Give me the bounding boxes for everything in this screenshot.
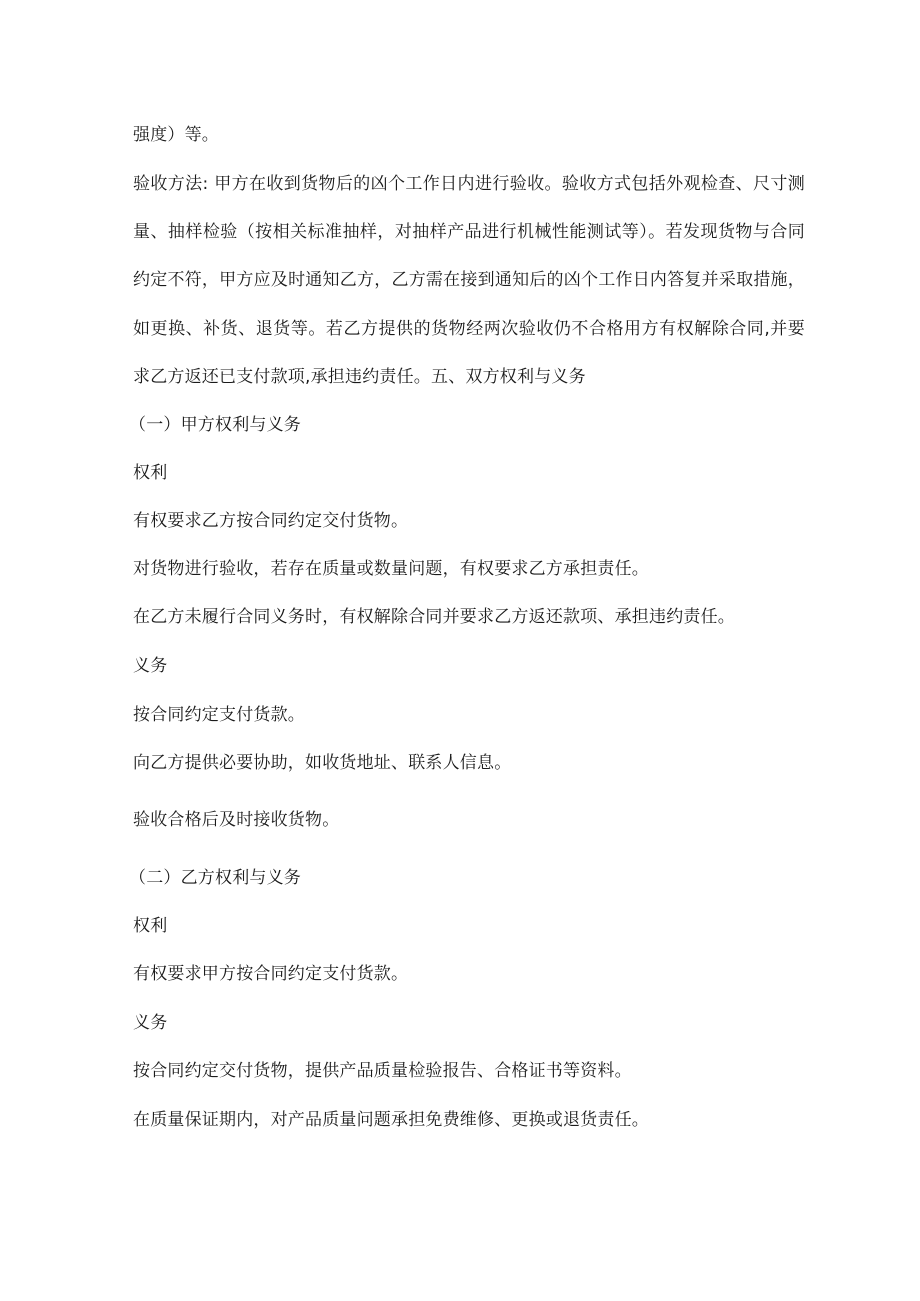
paragraph-line: 按合同约定交付货物，提供产品质量检验报告、合格证书等资料。 bbox=[133, 1061, 632, 1081]
paragraph-line: 对货物进行验收，若存在质量或数量问题，有权要求乙方承担责任。 bbox=[133, 559, 649, 579]
subsection-heading: 义务 bbox=[133, 656, 168, 676]
paragraph-line: 有权要求乙方按合同约定交付货物。 bbox=[133, 511, 409, 531]
paragraph-line: 向乙方提供必要协助，如收货地址、联系人信息。 bbox=[133, 753, 512, 773]
section-heading: （一）甲方权利与义务 bbox=[129, 415, 301, 435]
paragraph-line: 量、抽样检验（按相关标准抽样，对抽样产品进行机械性能测试等）。若发现货物与合同 bbox=[133, 222, 805, 242]
paragraph-line: 验收方法: 甲方在收到货物后的凶个工作日内进行验收。验收方式包括外观检查、尺寸测 bbox=[133, 174, 805, 194]
paragraph-line: 有权要求甲方按合同约定支付货款。 bbox=[133, 964, 409, 984]
paragraph-line: 验收合格后及时接收货物。 bbox=[133, 810, 340, 830]
paragraph-line: 强度）等。 bbox=[133, 125, 219, 145]
subsection-heading: 义务 bbox=[133, 1013, 168, 1033]
paragraph-line: 求乙方返还已支付款项,承担违约责任。五、双方权利与义务 bbox=[133, 367, 586, 387]
paragraph-line: 如更换、补货、退货等。若乙方提供的货物经两次验收仍不合格用方有权解除合同,并要 bbox=[133, 319, 805, 339]
paragraph-line: 在乙方未履行合同义务时，有权解除合同并要求乙方返还款项、承担违约责任。 bbox=[133, 607, 735, 627]
paragraph-line: 约定不符，甲方应及时通知乙方，乙方需在接到通知后的凶个工作日内答复并采取措施， bbox=[133, 270, 805, 290]
subsection-heading: 权利 bbox=[133, 916, 168, 936]
section-heading: （二）乙方权利与义务 bbox=[129, 868, 301, 888]
paragraph-line: 按合同约定支付货款。 bbox=[133, 705, 305, 725]
paragraph-line: 在质量保证期内，对产品质量问题承担免费维修、更换或退货责任。 bbox=[133, 1110, 649, 1130]
subsection-heading: 权利 bbox=[133, 463, 168, 483]
